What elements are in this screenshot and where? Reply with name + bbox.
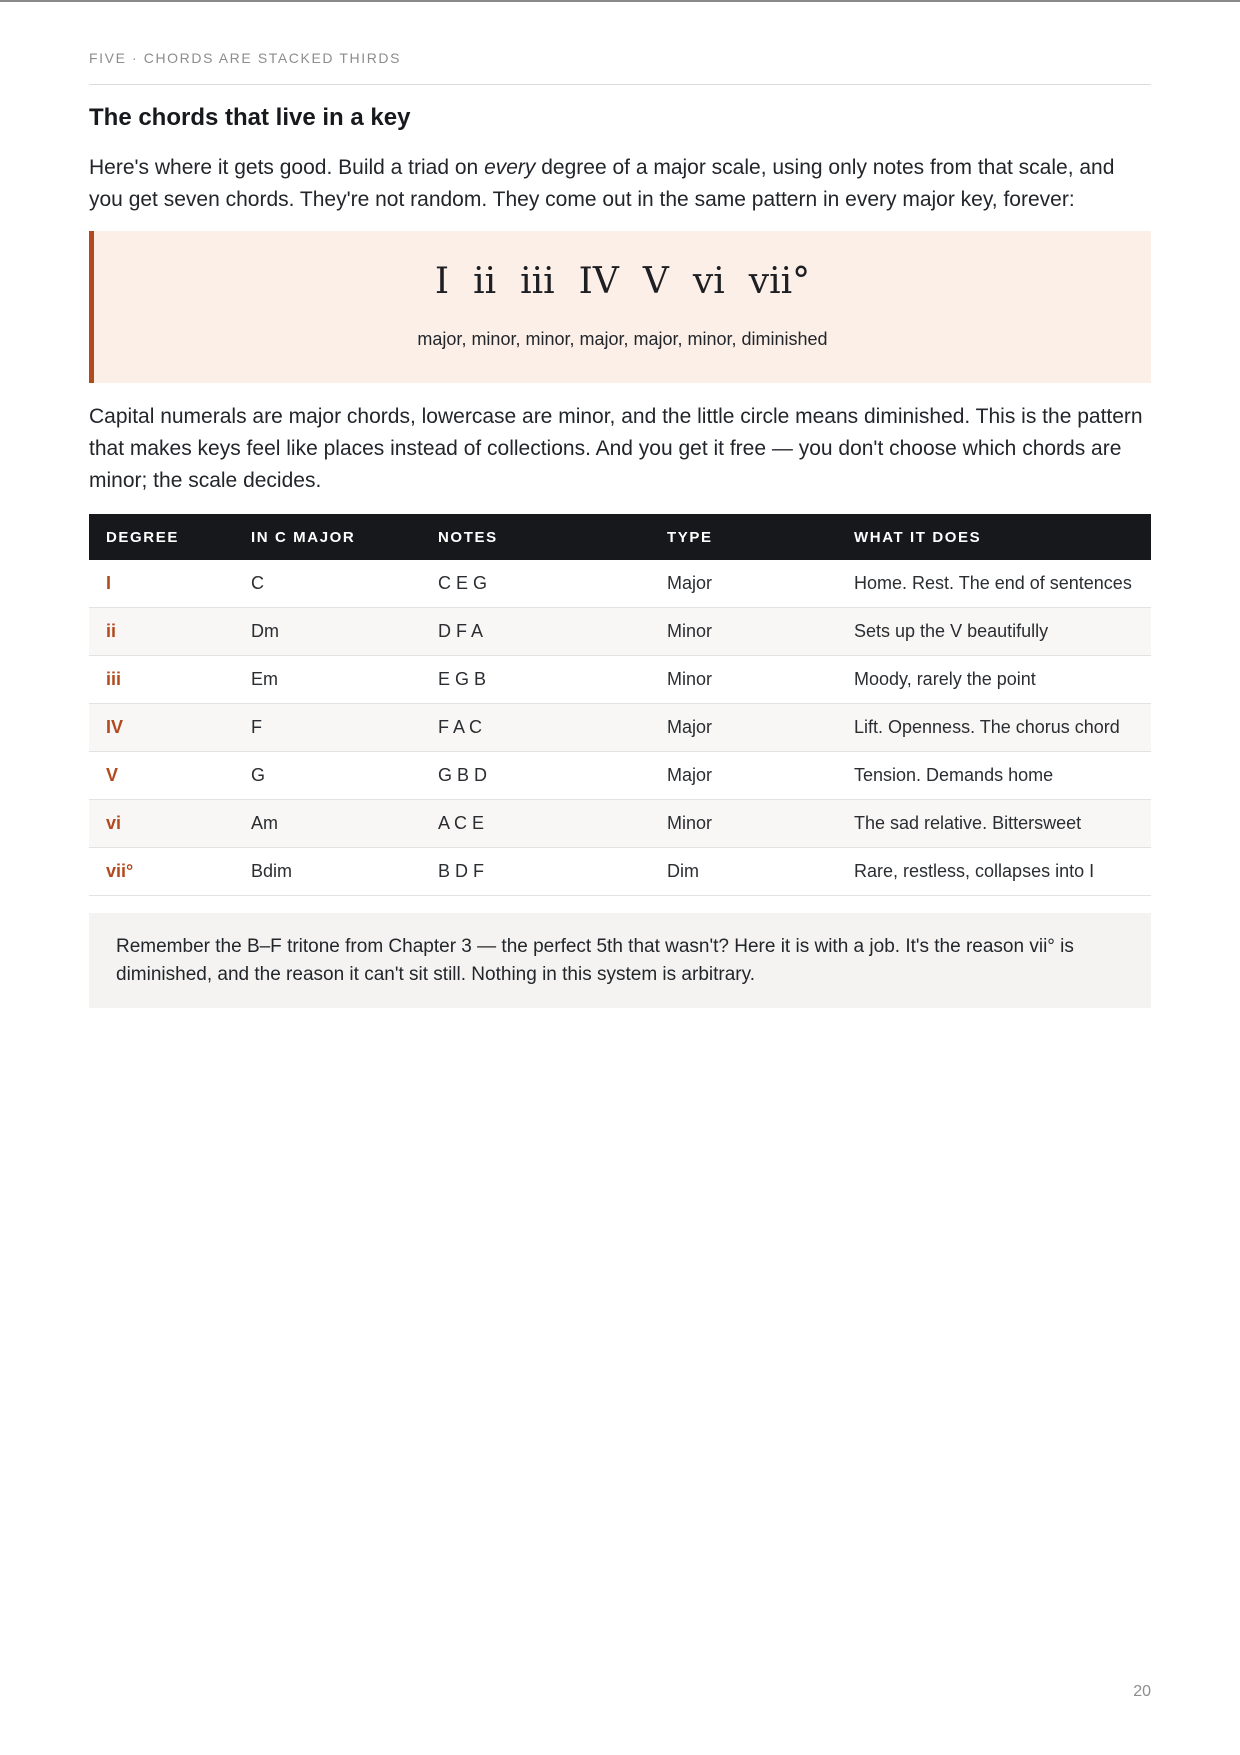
header-degree: DEGREE [106, 528, 179, 546]
cell-notes: G B D [421, 752, 650, 800]
cell-type: Major [650, 704, 837, 752]
cell-notes: D F A [421, 608, 650, 656]
table-row [89, 608, 1151, 656]
cell-chord: G [234, 752, 421, 800]
cell-degree: I [89, 560, 234, 608]
numeral-2: ii [473, 261, 497, 302]
cell-chord: Em [234, 656, 421, 704]
table-header-row [89, 514, 1151, 560]
cell-type: Major [650, 752, 837, 800]
cell-type: Dim [650, 848, 837, 896]
cell-notes: E G B [421, 656, 650, 704]
cell-function: The sad relative. Bittersweet [837, 800, 1151, 848]
cell-chord: Dm [234, 608, 421, 656]
header-divider [89, 84, 1151, 85]
cell-degree: ii [89, 608, 234, 656]
cell-chord: Bdim [234, 848, 421, 896]
cell-notes: C E G [421, 560, 650, 608]
intro-paragraph [89, 152, 1151, 216]
cell-degree: IV [89, 704, 234, 752]
cell-type: Minor [650, 656, 837, 704]
table-row [89, 704, 1151, 752]
explanation-paragraph: Capital numerals are major chords, lowercase are minor, and the little circle means diminished. This is the pattern that makes keys feel like places instead of collections. And you get it free — you don't choose which chords are minor; the scale decides. [89, 405, 1143, 492]
numeral-7: vii° [748, 261, 811, 302]
cell-chord: Am [234, 800, 421, 848]
page-number: 20 [1133, 1683, 1151, 1700]
intro-text-after: degree of a major scale, using only notes from that scale, and you get seven chords. They're not random. They come out in the same pattern in every major key, forever: [89, 156, 1115, 211]
roman-numerals [94, 261, 1151, 302]
header-notes: NOTES [438, 528, 498, 546]
cell-degree: vi [89, 800, 234, 848]
numerals-caption: major, minor, minor, major, major, minor, diminished [417, 329, 828, 349]
cell-type: Minor [650, 800, 837, 848]
cell-function: Sets up the V beautifully [837, 608, 1151, 656]
header-in-c-major: IN C MAJOR [251, 528, 356, 546]
header-type: TYPE [667, 528, 713, 546]
numeral-3: iii [520, 261, 555, 302]
page-top-border [0, 0, 1240, 2]
diatonic-chords-table [89, 514, 1151, 896]
table-row [89, 752, 1151, 800]
cell-function: Home. Rest. The end of sentences [837, 560, 1151, 608]
table-row [89, 848, 1151, 896]
numeral-1: I [434, 261, 450, 302]
table-row [89, 656, 1151, 704]
table-row [89, 560, 1151, 608]
running-header: FIVE · CHORDS ARE STACKED THIRDS [89, 50, 402, 66]
table-row [89, 800, 1151, 848]
cell-chord: C [234, 560, 421, 608]
tritone-note: Remember the B–F tritone from Chapter 3 — the perfect 5th that wasn't? Here it is with a job. It's the reason vii° is diminished, and the reason it can't sit still. Nothing in this system is arbitrary. [89, 913, 1151, 1008]
cell-function: Tension. Demands home [837, 752, 1151, 800]
cell-function: Rare, restless, collapses into I [837, 848, 1151, 896]
section-title: The chords that live in a key [89, 104, 411, 131]
numeral-4: IV [578, 261, 619, 302]
cell-chord: F [234, 704, 421, 752]
cell-notes: A C E [421, 800, 650, 848]
intro-text-before: Here's where it gets good. Build a triad on [89, 156, 485, 179]
cell-type: Minor [650, 608, 837, 656]
cell-degree: iii [89, 656, 234, 704]
cell-function: Lift. Openness. The chorus chord [837, 704, 1151, 752]
intro-emphasis: every [484, 156, 536, 179]
cell-notes: F A C [421, 704, 650, 752]
cell-degree: vii° [89, 848, 234, 896]
numeral-6: vi [692, 261, 725, 302]
roman-numeral-callout [89, 231, 1151, 383]
numeral-5: V [642, 261, 669, 302]
header-what-it-does: WHAT IT DOES [854, 528, 982, 546]
cell-notes: B D F [421, 848, 650, 896]
cell-function: Moody, rarely the point [837, 656, 1151, 704]
cell-degree: V [89, 752, 234, 800]
cell-type: Major [650, 560, 837, 608]
